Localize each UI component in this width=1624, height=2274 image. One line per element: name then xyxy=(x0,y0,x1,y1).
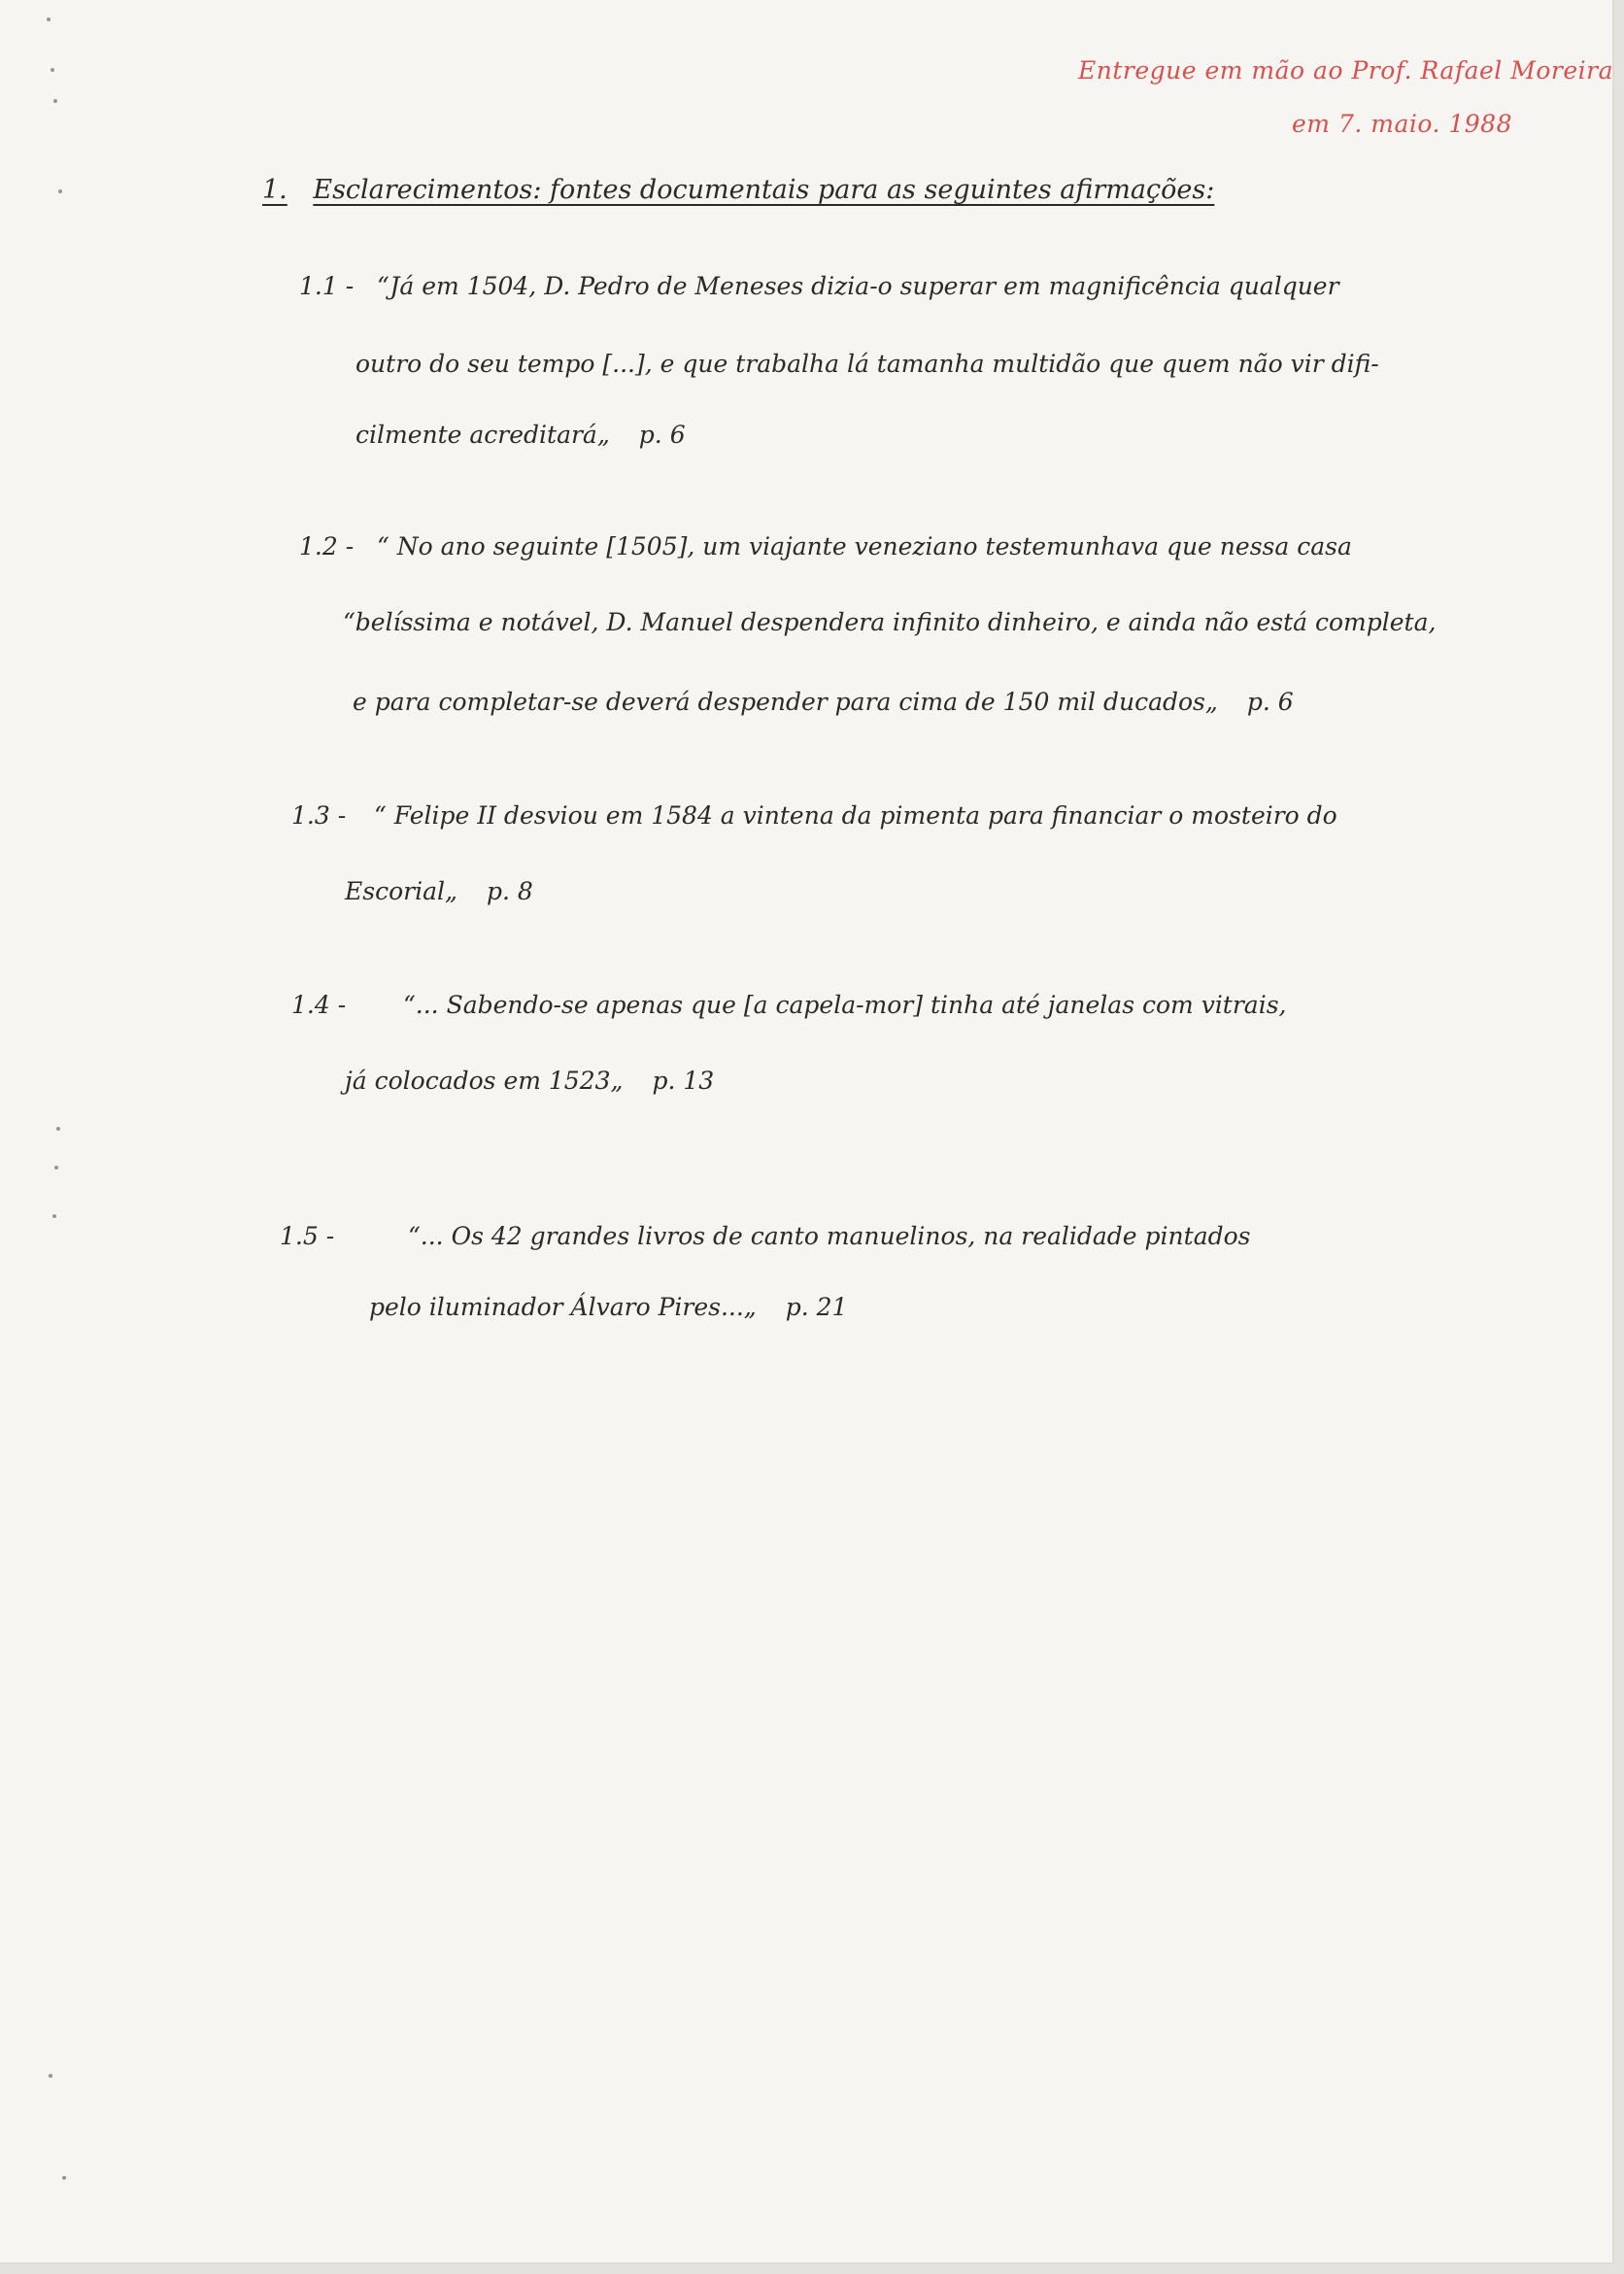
entry-line: “ No ano seguinte [1505], um viajante veneziano testemunhava que nessa casa xyxy=(377,532,1352,560)
entry-number: 1.5 - xyxy=(280,1222,335,1250)
entry-line: outro do seu tempo [...], e que trabalha lá tamanha multidão que quem não vir difi- xyxy=(355,350,1379,378)
delivery-note-line-2: em 7. maio. 1988 xyxy=(1292,110,1512,138)
paper-speck xyxy=(52,1214,56,1218)
section-number: 1. xyxy=(262,175,288,205)
entry-number: 1.2 - xyxy=(299,532,355,560)
paper-speck xyxy=(56,1127,60,1131)
entry-line xyxy=(369,1293,847,1321)
entry-line-text: Escorial„ xyxy=(345,877,457,905)
page-reference: p. 13 xyxy=(652,1067,715,1095)
paper-speck xyxy=(51,68,54,72)
section-heading xyxy=(262,175,1214,205)
delivery-note-line-1: Entregue em mão ao Prof. Rafael Moreira xyxy=(1078,56,1613,85)
entry-number: 1.3 - xyxy=(291,801,347,830)
entry-line: “... Os 42 grandes livros de canto manuelinos, na realidade pintados xyxy=(408,1222,1251,1250)
entry-line: “belíssima e notável, D. Manuel despendera infinito dinheiro, e ainda não está completa, xyxy=(343,608,1437,636)
entry-line-text: já colocados em 1523„ xyxy=(345,1067,624,1095)
entry-line xyxy=(355,421,686,449)
paper-speck xyxy=(58,189,62,193)
entry-line: “... Sabendo-se apenas que [a capela-mor] tinha até janelas com vitrais, xyxy=(403,991,1287,1019)
entry-line-text: pelo iluminador Álvaro Pires...„ xyxy=(369,1293,757,1321)
page-reference: p. 8 xyxy=(486,877,533,905)
entry-line-text: e para completar-se deverá despender para cima de 150 mil ducados„ xyxy=(353,688,1218,716)
entry-line xyxy=(345,1067,714,1095)
entry-number: 1.4 - xyxy=(291,991,347,1019)
paper-speck xyxy=(49,2074,52,2078)
paper-speck xyxy=(53,99,57,103)
entry-line: “ Felipe II desviou em 1584 a vintena da pimenta para financiar o mosteiro do xyxy=(374,801,1337,830)
entry-line xyxy=(345,877,533,905)
section-title: Esclarecimentos: fontes documentais para as seguintes afirmações: xyxy=(313,175,1215,205)
entry-line-text: cilmente acreditará„ xyxy=(355,421,610,449)
page-reference: p. 6 xyxy=(638,421,686,449)
paper-speck xyxy=(54,1166,58,1170)
entry-line xyxy=(353,688,1294,716)
page-reference: p. 6 xyxy=(1246,688,1294,716)
paper-speck xyxy=(62,2176,66,2180)
entry-number: 1.1 - xyxy=(299,272,355,300)
paper-speck xyxy=(47,17,51,21)
page-reference: p. 21 xyxy=(785,1293,848,1321)
entry-line: “Já em 1504, D. Pedro de Meneses dizia-o superar em magnificência qualquer xyxy=(377,272,1339,300)
